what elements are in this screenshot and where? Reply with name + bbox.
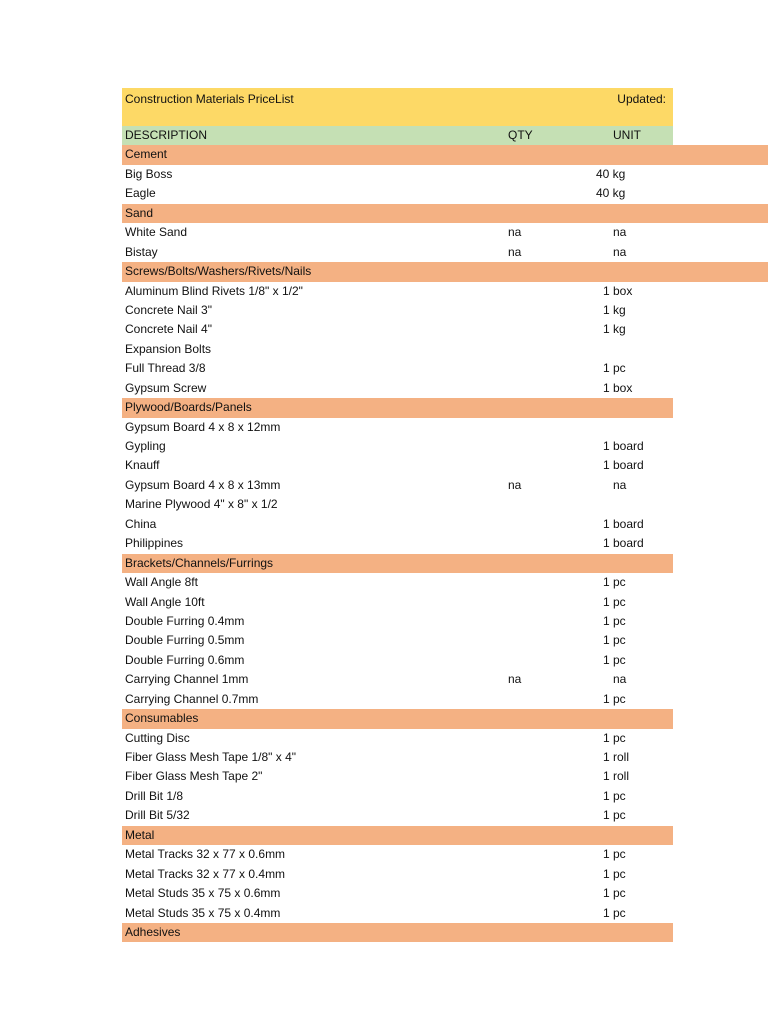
item-unit: 1 box <box>603 283 633 298</box>
category-row <box>122 923 673 942</box>
item-unit: 1 roll <box>603 769 630 784</box>
table-row <box>122 670 768 689</box>
item-unit: 1 pc <box>603 808 626 823</box>
table-row <box>122 223 768 242</box>
item-unit: 1 board <box>603 516 644 531</box>
item-description: Big Boss <box>125 166 173 181</box>
item-description: Drill Bit 1/8 <box>125 788 184 803</box>
table-row <box>122 573 768 592</box>
item-description: Full Thread 3/8 <box>125 361 206 376</box>
item-description: Double Furring 0.4mm <box>125 613 245 628</box>
table-row <box>122 379 768 398</box>
item-unit: na <box>613 672 627 687</box>
item-unit: na <box>613 244 627 259</box>
updated-label: Updated: <box>617 92 666 106</box>
category-row <box>122 398 673 417</box>
item-unit: 1 board <box>603 536 644 551</box>
item-description: Gypsum Board 4 x 8 x 12mm <box>125 419 281 434</box>
table-row <box>122 437 768 456</box>
item-unit: 1 board <box>603 439 644 453</box>
item-qty: na <box>508 477 522 492</box>
item-description: Cutting Disc <box>125 730 190 745</box>
item-description: Metal Tracks 32 x 77 x 0.6mm <box>125 847 286 862</box>
table-row <box>122 165 768 184</box>
category-label: Screws/Bolts/Washers/Rivets/Nails <box>125 264 312 279</box>
table-row <box>122 320 768 339</box>
table-row <box>122 340 768 359</box>
item-description: Drill Bit 5/32 <box>125 808 190 823</box>
item-unit: 1 pc <box>603 361 626 376</box>
table-row <box>122 243 768 262</box>
item-unit: 40 kg <box>596 186 626 201</box>
item-unit: 1 pc <box>603 613 626 628</box>
category-label: Metal <box>125 827 155 842</box>
sheet-title: Construction Materials PriceList <box>125 92 294 106</box>
category-label: Sand <box>125 205 154 220</box>
item-description: White Sand <box>125 225 188 240</box>
header-description: DESCRIPTION <box>125 128 208 142</box>
item-description: Concrete Nail 3" <box>125 302 212 317</box>
item-unit: 1 roll <box>603 750 630 764</box>
category-row <box>122 826 673 845</box>
table-row <box>122 184 768 203</box>
item-description: Carrying Channel 0.7mm <box>125 691 259 706</box>
item-description: Wall Angle 10ft <box>125 594 205 609</box>
table-row <box>122 787 768 806</box>
category-row <box>122 204 768 223</box>
item-description: Wall Angle 8ft <box>125 575 198 590</box>
item-description: Expansion Bolts <box>125 341 212 356</box>
item-qty: na <box>508 225 522 240</box>
item-unit: 1 box <box>603 380 633 395</box>
item-unit: 1 pc <box>603 866 626 881</box>
item-unit: 1 pc <box>603 788 626 803</box>
table-row <box>122 282 768 301</box>
item-description: Gypling <box>125 439 166 453</box>
table-row <box>122 690 768 709</box>
column-header-row <box>122 126 673 145</box>
item-qty: na <box>508 244 522 259</box>
header-unit: UNIT <box>613 128 641 142</box>
item-unit: 1 pc <box>603 691 626 706</box>
item-unit: 1 pc <box>603 847 626 862</box>
item-description: Double Furring 0.6mm <box>125 652 245 667</box>
item-description: Gypsum Board 4 x 8 x 13mm <box>125 477 281 492</box>
table-row <box>122 359 768 378</box>
item-unit: 1 pc <box>603 633 626 648</box>
item-description: Philippines <box>125 536 184 551</box>
item-unit: 40 kg <box>596 166 626 181</box>
item-unit: 1 pc <box>603 905 626 920</box>
item-unit: 1 pc <box>603 730 626 745</box>
table-row <box>122 476 768 495</box>
item-description: Bistay <box>125 244 158 259</box>
item-unit: 1 kg <box>603 322 626 337</box>
category-row <box>122 709 673 728</box>
table-row <box>122 612 768 631</box>
item-unit: 1 pc <box>603 886 626 901</box>
table-row <box>122 865 768 884</box>
category-row <box>122 554 673 573</box>
item-description: Metal Studs 35 x 75 x 0.4mm <box>125 905 281 920</box>
table-row <box>122 729 768 748</box>
item-description: Knauff <box>125 458 160 473</box>
item-unit: 1 pc <box>603 652 626 667</box>
category-row <box>122 262 768 281</box>
item-description: Eagle <box>125 186 156 201</box>
table-row <box>122 884 768 903</box>
table-row <box>122 767 768 786</box>
price-list-sheet <box>122 88 768 942</box>
table-body <box>122 145 768 942</box>
item-description: Fiber Glass Mesh Tape 1/8" x 4" <box>125 750 297 764</box>
table-row <box>122 806 768 825</box>
table-row <box>122 495 768 514</box>
table-row <box>122 651 768 670</box>
item-description: Metal Tracks 32 x 77 x 0.4mm <box>125 866 286 881</box>
table-row <box>122 593 768 612</box>
table-row <box>122 631 768 650</box>
item-description: Metal Studs 35 x 75 x 0.6mm <box>125 886 281 901</box>
table-row <box>122 845 768 864</box>
item-unit: 1 pc <box>603 575 626 590</box>
item-description: Marine Plywood 4" x 8" x 1/2 <box>125 497 278 512</box>
item-description: Gypsum Screw <box>125 380 207 395</box>
table-row <box>122 418 768 437</box>
title-row <box>122 88 673 126</box>
item-description: Carrying Channel 1mm <box>125 672 249 687</box>
item-description: China <box>125 516 157 531</box>
item-unit: 1 kg <box>603 302 626 317</box>
table-row <box>122 534 768 553</box>
category-label: Consumables <box>125 711 199 726</box>
category-label: Adhesives <box>125 924 181 939</box>
item-unit: na <box>613 477 627 492</box>
table-row <box>122 515 768 534</box>
item-description: Concrete Nail 4" <box>125 322 212 337</box>
category-label: Cement <box>125 147 168 162</box>
item-description: Aluminum Blind Rivets 1/8" x 1/2" <box>125 283 303 298</box>
item-description: Double Furring 0.5mm <box>125 633 245 648</box>
table-row <box>122 456 768 475</box>
category-row <box>122 145 768 164</box>
header-qty: QTY <box>508 128 533 142</box>
item-description: Fiber Glass Mesh Tape 2" <box>125 769 263 784</box>
item-unit: na <box>613 225 627 240</box>
table-row <box>122 904 768 923</box>
item-unit: 1 pc <box>603 594 626 609</box>
category-label: Brackets/Channels/Furrings <box>125 555 274 570</box>
category-label: Plywood/Boards/Panels <box>125 400 252 415</box>
table-row <box>122 301 768 320</box>
item-qty: na <box>508 672 522 687</box>
table-row <box>122 748 768 767</box>
item-unit: 1 board <box>603 458 644 473</box>
